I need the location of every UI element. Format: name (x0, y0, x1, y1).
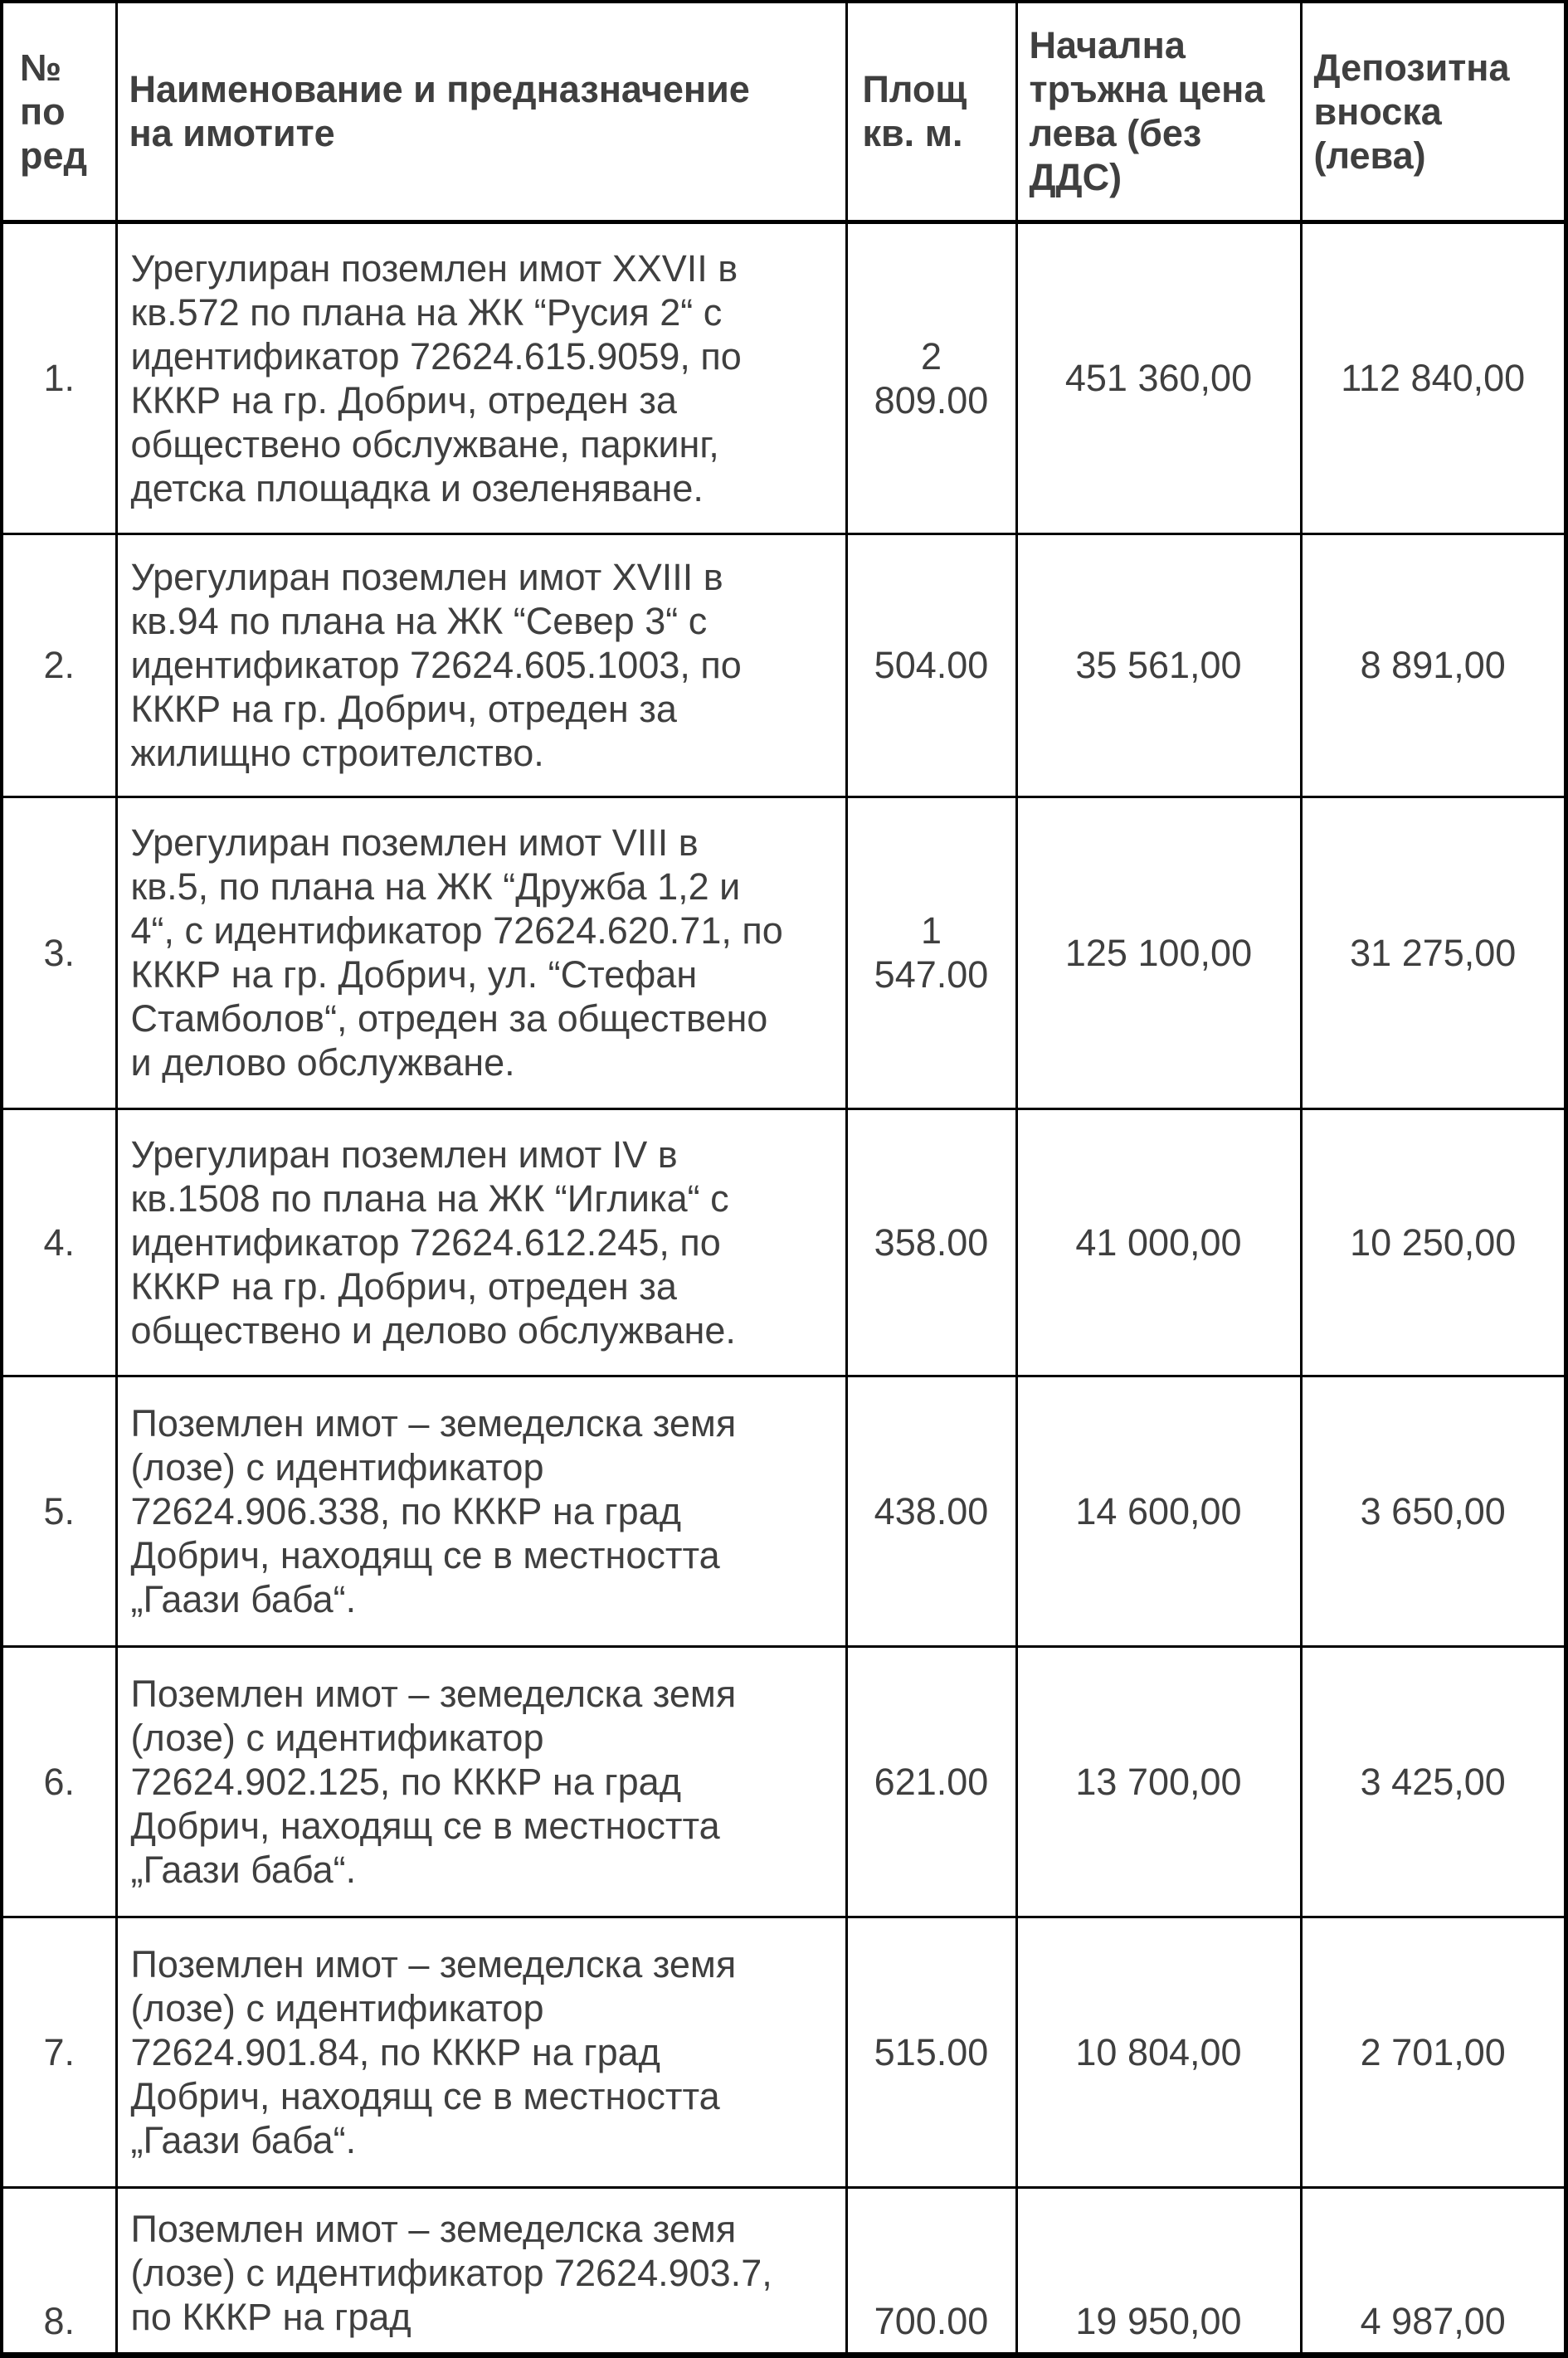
description-cell: Поземлен имот – земеделска земя (лозе) с идентификатор 72624.901.84, по КККР на град Добрич, находящ се в местността „Гаази баба“. (116, 1917, 846, 2187)
column-header-name: Наименование и предназначение на имотите (116, 2, 846, 222)
deposit-cell: 10 250,00 (1301, 1108, 1566, 1376)
area-cell: 504.00 (846, 533, 1016, 797)
table-row (2, 1917, 1566, 2187)
price-cell: 14 600,00 (1016, 1376, 1301, 1646)
area-cell: 621.00 (846, 1646, 1016, 1917)
description-cell: Поземлен имот – земеделска земя (лозе) с идентификатор 72624.906.338, по КККР на град Добрич, находящ се в местността „Гаази баба“. (116, 1376, 846, 1646)
deposit-cell: 8 891,00 (1301, 533, 1566, 797)
price-cell: 10 804,00 (1016, 1917, 1301, 2187)
header-row (2, 2, 1566, 222)
table-row (2, 797, 1566, 1108)
table-row (2, 1376, 1566, 1646)
row-no-cell: 2. (2, 533, 116, 797)
row-no-cell: 5. (2, 1376, 116, 1646)
column-header-deposit: Депозитна вноска (лева) (1301, 2, 1566, 222)
description-cell: Урегулиран поземлен имот VIII в кв.5, по плана на ЖК “Дружба 1,2 и 4“, с идентификатор 72624.620.71, по КККР на гр. Добрич, ул. “Стефан Стамболов“, отреден за обществено и делово обслужване. (116, 797, 846, 1108)
row-no-cell: 4. (2, 1108, 116, 1376)
area-cell: 358.00 (846, 1108, 1016, 1376)
column-header-no: № по ред (2, 2, 116, 222)
description-cell: Поземлен имот – земеделска земя (лозе) с идентификатор 72624.903.7, по КККР на град (116, 2187, 846, 2358)
row-no-cell: 6. (2, 1646, 116, 1917)
description-cell: Урегулиран поземлен имот XVIII в кв.94 по плана на ЖК “Север 3“ с идентификатор 72624.605.1003, по КККР на гр. Добрич, отреден за жилищно строителство. (116, 533, 846, 797)
area-cell: 438.00 (846, 1376, 1016, 1646)
bottom-clip-edge (0, 2352, 1568, 2358)
row-no-cell: 3. (2, 797, 116, 1108)
price-cell: 13 700,00 (1016, 1646, 1301, 1917)
price-cell: 19 950,00 (1016, 2187, 1301, 2358)
deposit-cell: 3 650,00 (1301, 1376, 1566, 1646)
area-cell: 1 547.00 (846, 797, 1016, 1108)
deposit-cell: 112 840,00 (1301, 222, 1566, 533)
table-row (2, 1108, 1566, 1376)
table-row (2, 1646, 1566, 1917)
table-row (2, 222, 1566, 533)
price-cell: 451 360,00 (1016, 222, 1301, 533)
deposit-cell: 2 701,00 (1301, 1917, 1566, 2187)
column-header-area: Площ кв. м. (846, 2, 1016, 222)
deposit-cell: 4 987,00 (1301, 2187, 1566, 2358)
price-cell: 41 000,00 (1016, 1108, 1301, 1376)
row-no-cell: 8. (2, 2187, 116, 2358)
area-cell: 700.00 (846, 2187, 1016, 2358)
table-header (2, 2, 1566, 222)
deposit-cell: 31 275,00 (1301, 797, 1566, 1108)
description-cell: Поземлен имот – земеделска земя (лозе) с идентификатор 72624.902.125, по КККР на град Добрич, находящ се в местността „Гаази баба“. (116, 1646, 846, 1917)
area-cell: 2 809.00 (846, 222, 1016, 533)
table-row (2, 533, 1566, 797)
table-row (2, 2187, 1566, 2358)
column-header-price: Начална тръжна цена лева (без ДДС) (1016, 2, 1301, 222)
price-cell: 125 100,00 (1016, 797, 1301, 1108)
table-body (2, 222, 1566, 2358)
row-no-cell: 7. (2, 1917, 116, 2187)
area-cell: 515.00 (846, 1917, 1016, 2187)
price-cell: 35 561,00 (1016, 533, 1301, 797)
row-no-cell: 1. (2, 222, 116, 533)
description-cell: Урегулиран поземлен имот XXVII в кв.572 по плана на ЖК “Русия 2“ с идентификатор 72624.615.9059, по КККР на гр. Добрич, отреден за обществено обслужване, паркинг, детска площадка и озеленяване. (116, 222, 846, 533)
deposit-cell: 3 425,00 (1301, 1646, 1566, 1917)
description-cell: Урегулиран поземлен имот IV в кв.1508 по плана на ЖК “Иглика“ с идентификатор 72624.612.245, по КККР на гр. Добрич, отреден за обществено и делово обслужване. (116, 1108, 846, 1376)
